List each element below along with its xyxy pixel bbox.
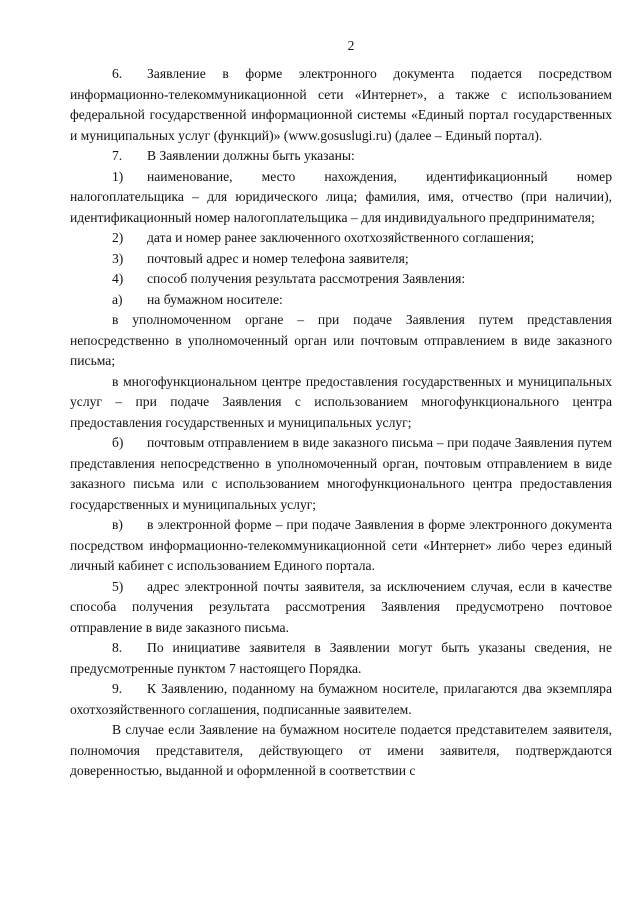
paragraph-text: на бумажном носителе: (147, 291, 283, 307)
item-marker: 6. (112, 66, 123, 81)
paragraph-text: дата и номер ранее заключенного охотхозяйственного соглашения; (147, 230, 535, 245)
subitem-a (70, 290, 612, 311)
subitem-4 (70, 269, 612, 290)
item-marker: б) (112, 435, 124, 450)
page-number: 2 (347, 38, 355, 53)
subitem-3 (70, 249, 612, 270)
item-marker: 8. (112, 640, 123, 655)
item-marker: 1) (112, 168, 124, 184)
paragraph-text: Заявление в форме электронного документа подается посредством информационно-телекоммуникационной сети «Интернет», а также с использованием федеральной государственной информационной системы «Единый портал государственных и муниципальных услуг (функций)» (www.gosuslugi.ru) (далее – Единый портал). (70, 66, 612, 143)
subitem-2 (70, 228, 612, 249)
paragraph-authorized-body: в уполномоченном органе – при подаче Заявления путем представления непосредственно в уполномоченный орган или почтовым отправлением в виде заказного письма; (70, 312, 612, 368)
paragraph-text: наименование, место нахождения, идентификационный номер налогоплательщика – для юридического лица; фамилия, имя, отчество (при наличии), идентификационный номер налогоплательщика – для индивидуального предпринимателя; (70, 168, 612, 225)
paragraph-text: в электронной форме – при подаче Заявления в форме электронного документа посредством информационно-телекоммуникационной сети «Интернет» либо через единый личный кабинет с использованием Единого портала. (70, 517, 612, 573)
item-marker: 2) (112, 230, 124, 245)
item-marker: 5) (112, 578, 124, 594)
item-marker: 4) (112, 271, 124, 286)
subitem-v (70, 515, 612, 577)
paragraph-representative: В случае если Заявление на бумажном носителе подается представителем заявителя, полномочия представителя, действующего от имени заявителя, подтверждаются доверенностью, выданной и оформленной в соответствии с (70, 722, 612, 778)
paragraph-text: По инициативе заявителя в Заявлении могут быть указаны сведения, не предусмотренные пунктом 7 настоящего Порядка. (70, 640, 612, 676)
paragraph-text: почтовый адрес и номер телефона заявителя; (147, 250, 409, 266)
item-marker: а) (112, 291, 123, 307)
paragraph-text: способ получения результата рассмотрения Заявления: (147, 271, 466, 286)
paragraph-text: К Заявлению, поданному на бумажном носителе, прилагаются два экземпляра охотхозяйственного соглашения, подписанные заявителем. (70, 681, 612, 717)
subitem-1 (70, 167, 612, 229)
paragraph-8 (70, 638, 612, 679)
item-marker: в) (112, 517, 123, 532)
item-marker: 7. (112, 148, 123, 163)
paragraph-text: адрес электронной почты заявителя, за исключением случая, если в качестве способа получения результата рассмотрения Заявления предусмотрено почтовое отправление в виде заказного письма. (70, 578, 612, 635)
paragraph-6 (70, 64, 612, 146)
paragraph-7 (70, 146, 612, 167)
paragraph-text: В Заявлении должны быть указаны: (147, 148, 355, 163)
paragraph-text: почтовым отправлением в виде заказного письма – при подаче Заявления путем представления непосредственно в уполномоченный орган, почтовым отправлением в виде заказного письма или с использованием многофункционального центра предоставления государственных и муниципальных услуг; (70, 435, 612, 512)
item-marker: 3) (112, 250, 124, 266)
document-body (70, 64, 612, 782)
subitem-b (70, 433, 612, 515)
paragraph-mfc: в многофункциональном центре предоставления государственных и муниципальных услуг – при подаче Заявления с использованием многофункционального центра предоставления государственных и муниципальных услуг; (70, 373, 612, 430)
paragraph-9 (70, 679, 612, 720)
subitem-5 (70, 577, 612, 639)
item-marker: 9. (112, 681, 123, 696)
